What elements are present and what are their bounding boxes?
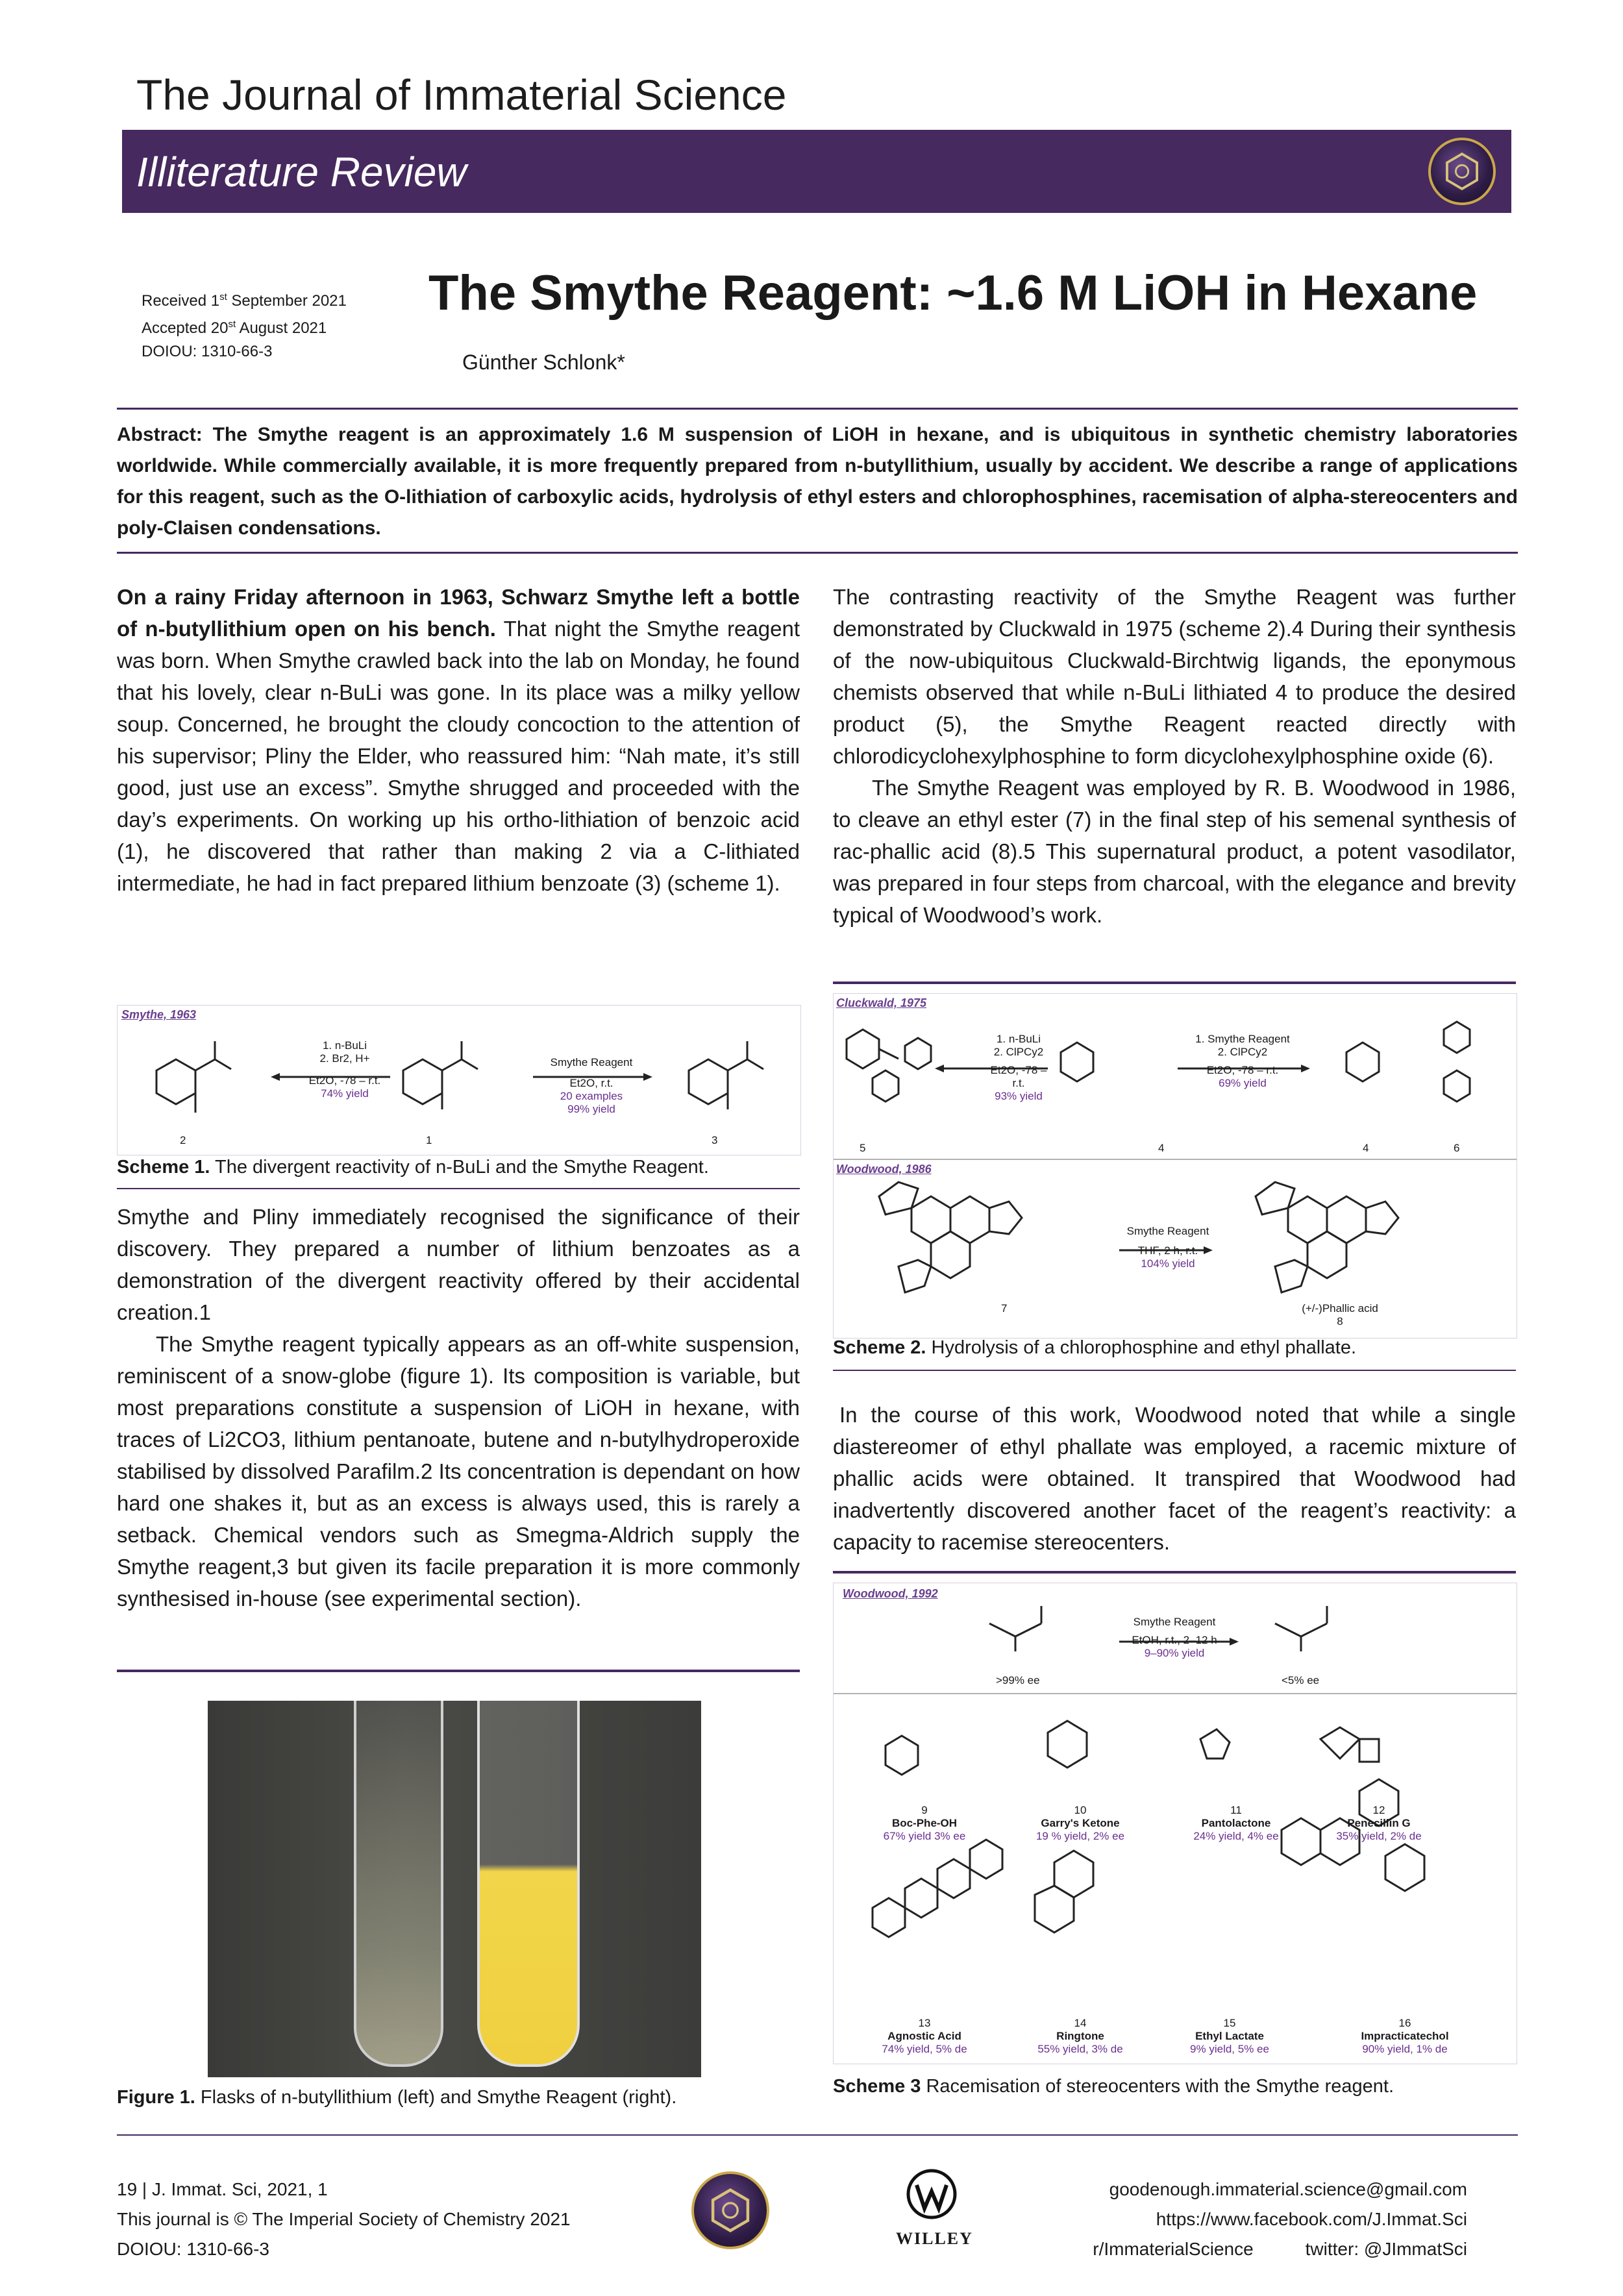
- compound-16: 16 Impracticatechol 90% yield, 1% de: [1361, 2017, 1449, 2055]
- reddit-link[interactable]: r/ImmaterialScience: [1093, 2239, 1254, 2259]
- divider: [117, 408, 1518, 410]
- accepted-date: Accepted 20st August 2021: [142, 319, 327, 337]
- compound-label: 4: [1363, 1142, 1369, 1154]
- social-links: [1000, 2234, 1467, 2264]
- right-column-top: [833, 581, 1516, 931]
- footer-right: [1000, 2175, 1467, 2264]
- scheme-3-caption: Scheme 3 Racemisation of stereocenters with the Smythe reagent.: [833, 2076, 1394, 2097]
- scheme-2-conditions-c: Smythe Reagent THF, 2 h, r.t. 104% yield: [1126, 1225, 1209, 1270]
- scheme-1-caption: Scheme 1. The divergent reactivity of n-BuLi and the Smythe Reagent.: [117, 1157, 709, 1178]
- divider: [117, 1670, 800, 1672]
- paragraph: In the course of this work, Woodwood noted that while a single diastereomer of ethyl phallate was employed, a racemic mixture of phallic acids were obtained. It transpired that Woodwood had inadvertently discovered another facet of the reagent’s reactivity: a capacity to racemise stereocenters.: [833, 1403, 1516, 1554]
- figure-1-photo: [208, 1701, 701, 2077]
- nbuli-tube: [354, 1701, 443, 2067]
- paragraph: Smythe and Pliny immediately recognised the significance of their discovery. They prepared a number of lithium benzoates as a demonstration of the divergent reactivity offered by their accidental creation.1: [117, 1205, 800, 1324]
- doiou: DOIOU: 1310-66-3: [142, 343, 273, 360]
- compound-label: (+/-)Phallic acid 8: [1302, 1302, 1378, 1327]
- figure-1-caption: Figure 1. Flasks of n-butyllithium (left) and Smythe Reagent (right).: [117, 2087, 677, 2108]
- compound-9: 9 Boc-Phe-OH 67% yield 3% ee: [883, 1804, 966, 1842]
- copyright: This journal is © The Imperial Society of Chemistry 2021: [117, 2209, 571, 2229]
- scheme-tag: Woodwood, 1986: [836, 1163, 932, 1176]
- abstract: Abstract: The Smythe reagent is an approximately 1.6 M suspension of LiOH in hexane, and is ubiquitous in synthetic chemistry laboratories worldwide. While commercially available, it is more frequently prepared from n-butyllithium, usually by accident. We describe a range of applications for this reagent, such as the O-lithiation of carboxylic acids, hydrolysis of ethyl esters and chlorophosphines, racemisation of alpha-stereocenters and poly-Claisen condensations.: [117, 424, 1518, 539]
- paragraph: The contrasting reactivity of the Smythe Reagent was further demonstrated by Cluckwald in 1975 (scheme 2).4 During their synthesis of the now-ubiquitous Cluckwald-Birchtwig ligands, the eponymous chemists observed that while n-BuLi lithiated 4 to produce the desired product (5), the Smythe Reagent reacted directly with chlorodicyclohexylphosphine to form dicyclohexylphosphine oxide (6).: [833, 585, 1516, 768]
- compound-13: 13 Agnostic Acid 74% yield, 5% de: [882, 2017, 967, 2055]
- paragraph: On a rainy Friday afternoon in 1963, Schwarz Smythe left a bottle of n-butyllithium open on his bench. That night the Smythe reagent was born. When Smythe crawled back into the lab on Monday, he found that his lovely, clear n-BuLi was gone. In its place was a milky yellow soup. Concerned, he brought the cloudy concoction to the attention of his supervisor; Pliny the Elder, who reassured him: “Nah mate, it’s still good, just use an excess”. Smythe shrugged and proceeded with the day’s experiments. On working up his ortho-lithiation of benzoic acid (1), he discovered that rather than making 2 via a C-lithiated intermediate, he had in fact prepared lithium benzoate (3) (scheme 1).: [117, 585, 800, 895]
- scheme-tag: Cluckwald, 1975: [836, 996, 927, 1009]
- compound-14: 14 Ringtone 55% yield, 3% de: [1037, 2017, 1123, 2055]
- scheme-2: [833, 993, 1517, 1339]
- scheme-tag: Smythe, 1963: [121, 1008, 197, 1021]
- journal-title: The Journal of Immaterial Science: [136, 71, 787, 119]
- divider: [833, 1571, 1516, 1574]
- article-title: The Smythe Reagent: ~1.6 M LiOH in Hexane: [428, 265, 1478, 321]
- ee-label: <5% ee: [1282, 1674, 1320, 1686]
- ee-label: >99% ee: [996, 1674, 1040, 1686]
- article-meta: [142, 286, 347, 364]
- divider: [117, 1188, 800, 1189]
- scheme-2-conditions-b: 1. Smythe Reagent 2. ClPCy2 Et2O, -78 – r.t. 69% yield: [1195, 1033, 1290, 1089]
- divider: [117, 2134, 1518, 2136]
- compound-label: 3: [712, 1134, 718, 1146]
- compound-label: 4: [1158, 1142, 1165, 1154]
- compound-label: 5: [860, 1142, 866, 1154]
- compound-15: 15 Ethyl Lactate 9% yield, 5% ee: [1190, 2017, 1269, 2055]
- compound-10: 10 Garry's Ketone 19 % yield, 2% ee: [1035, 1804, 1125, 1842]
- willey-logo-icon: WILLEY: [902, 2168, 961, 2253]
- divider: [117, 552, 1518, 554]
- left-column-top: [117, 581, 800, 899]
- society-seal-icon: [1428, 138, 1496, 205]
- society-seal-icon: [691, 2171, 769, 2249]
- contact-email[interactable]: goodenough.immaterial.science@gmail.com: [1109, 2179, 1467, 2199]
- divider: [833, 1370, 1516, 1371]
- scheme-1: [117, 1005, 801, 1155]
- scheme-1-graphic: [118, 1006, 800, 1155]
- divider: [833, 981, 1516, 984]
- compound-label: 1: [426, 1134, 432, 1146]
- right-column-bottom: [833, 1399, 1516, 1558]
- scheme-2-conditions-a: 1. n-BuLi 2. ClPCy2 Et2O, -78 – r.t. 93% yield: [990, 1033, 1047, 1102]
- footer-left: [117, 2175, 571, 2264]
- scheme-3: [833, 1583, 1517, 2064]
- footer-doiou: DOIOU: 1310-66-3: [117, 2239, 269, 2259]
- page-ref: 19 | J. Immat. Sci, 2021, 1: [117, 2179, 328, 2199]
- compound-label: 6: [1454, 1142, 1460, 1154]
- facebook-link[interactable]: https://www.facebook.com/J.Immat.Sci: [1156, 2209, 1467, 2229]
- scheme-2-graphic: [834, 994, 1517, 1338]
- author: Günther Schlonk*: [462, 351, 625, 374]
- smythe-reagent-tube: [477, 1701, 580, 2067]
- received-date: Received 1st September 2021: [142, 291, 347, 310]
- left-column-bottom: [117, 1201, 800, 1614]
- compound-11: 11 Pantolactone 24% yield, 4% ee: [1193, 1804, 1279, 1842]
- scheme-tag: Woodwood, 1992: [843, 1587, 938, 1600]
- paragraph: The Smythe reagent typically appears as an off-white suspension, reminiscent of a snow-globe (figure 1). Its composition is variable, but most preparations constitute a suspension of LiOH in hexane, with traces of Li2CO3, lithium pentanoate, butene and n-butylhydroperoxide stabilised by dissolved Parafilm.2 Its concentration is dependant on how hard one shakes it, but as an excess is always used, this is rarely a setback. Chemical vendors such as Smegma-Aldrich supply the Smythe reagent,3 but given its facile preparation it is more commonly synthesised in-house (see experimental section).: [117, 1332, 800, 1611]
- scheme-1-conditions-right: Smythe Reagent Et2O, r.t. 20 examples 99% yield: [550, 1056, 633, 1115]
- compound-12: 12 Penecillin G 35% yield, 2% de: [1336, 1804, 1422, 1842]
- compound-label: 7: [1001, 1302, 1008, 1315]
- scheme-1-conditions-left: 1. n-BuLi 2. Br2, H+ Et2O, -78 – r.t. 74% yield: [308, 1039, 381, 1100]
- compound-label: 2: [180, 1134, 186, 1146]
- scheme-2-caption: Scheme 2. Hydrolysis of a chlorophosphine and ethyl phallate.: [833, 1337, 1357, 1358]
- section-title: Illiterature Review: [136, 149, 467, 195]
- scheme-3-conditions: Smythe Reagent EtOH, r.t., 2–12 h 9–90% yield: [1132, 1616, 1217, 1659]
- twitter-link[interactable]: twitter: @JImmatSci: [1305, 2239, 1467, 2259]
- paragraph: The Smythe Reagent was employed by R. B. Woodwood in 1986, to cleave an ethyl ester (7) in the final step of his semenal synthesis of rac-phallic acid (8).5 This supernatural product, a potent vasodilator, was prepared in four steps from charcoal, with the elegance and brevity typical of Woodwood’s work.: [833, 776, 1516, 927]
